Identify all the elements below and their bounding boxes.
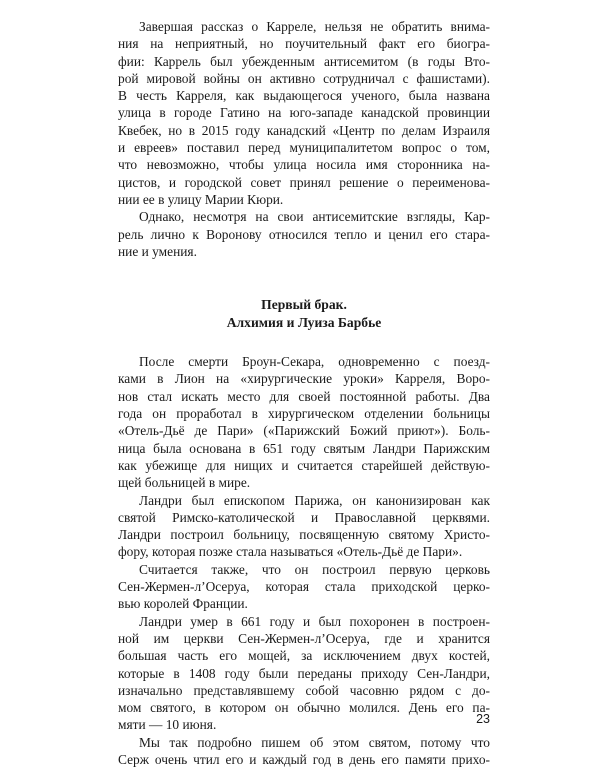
- text-line: мом святого, в котором он обычно молился. День его па-: [118, 700, 490, 716]
- text-line: ками в Лион на «хирургические уроки» Карреля, Воро-: [118, 371, 490, 387]
- text-line: фии: Каррель был убежденным антисемитом (в годы Вто-: [118, 53, 490, 69]
- paragraph: [118, 353, 490, 491]
- text-line: вью королей Франции.: [118, 596, 248, 612]
- text-line: которые в 1408 году были переданы приходу Сен-Ландри,: [118, 665, 490, 681]
- text-line: Ландри умер в 661 году и был похоронен в построен-: [139, 613, 490, 629]
- text-line: цистов, и городской совет принял решение о переименова-: [118, 174, 490, 190]
- text-line: ница была основана в 651 году святым Ландри Парижским: [118, 440, 490, 456]
- text-line: Считается также, что он построил первую церковь: [139, 561, 490, 577]
- paragraph: [118, 613, 490, 734]
- book-page: [118, 18, 490, 768]
- text-line: рель лично к Воронову относился тепло и ценил его стара-: [118, 226, 490, 242]
- paragraph: [118, 492, 490, 561]
- text-line: Однако, несмотря на свои антисемитские взгляды, Кар-: [139, 209, 490, 225]
- paragraph: [118, 561, 490, 613]
- text-line: ной им церкви Сен-Жермен-л’Осеруа, где и хранится: [118, 630, 490, 646]
- text-line: святой Римско-католической и Православной церквями.: [118, 509, 490, 525]
- text-line: что невозможно, чтобы улица носила имя сторонника на-: [118, 157, 490, 173]
- text-line: После смерти Броун-Секара, одновременно с поезд-: [139, 354, 490, 370]
- text-line: мяти — 10 июня.: [118, 717, 217, 733]
- text-block-bottom: [118, 353, 490, 768]
- text-line: ния на неприятный, но поучительный факт его биогра-: [118, 36, 490, 52]
- text-line: Сен-Жермен-л’Осеруа, которая стала приходской церко-: [118, 579, 490, 595]
- text-line: как убежище для нищих и считается старейшей действую-: [118, 457, 490, 473]
- text-line: Ландри построил больницу, посвященную святому Христо-: [118, 527, 490, 543]
- text-line: рой мировой войны он активно сотрудничал с фашистами).: [118, 70, 490, 86]
- text-line: Мы так подробно пишем об этом святом, потому что: [139, 734, 490, 750]
- text-line: нии ее в улицу Марии Кюри.: [118, 191, 284, 207]
- text-line: изначально представлявшему собой часовню рядом с до-: [118, 682, 490, 698]
- text-line: ние и умения.: [118, 243, 197, 259]
- section-heading-line1: Первый брак.: [261, 297, 347, 313]
- paragraph: [118, 208, 490, 260]
- text-line: года он проработал в хирургическом отделении больницы: [118, 406, 490, 422]
- section-heading: [118, 296, 490, 331]
- paragraph: [118, 734, 490, 768]
- text-line: В честь Карреля, как выдающегося ученого, была названа: [118, 88, 490, 104]
- page-number: 23: [476, 712, 490, 726]
- section-heading-line2: Алхимия и Луиза Барбье: [226, 314, 382, 330]
- text-block-top: [118, 18, 490, 260]
- text-line: Ландри был епископом Парижа, он канонизирован как: [139, 492, 490, 508]
- paragraph: [118, 18, 490, 208]
- text-line: нов стал искать место для своей постоянной работы. Два: [118, 388, 490, 404]
- text-line: и евреев» поставил перед муниципалитетом вопрос о том,: [118, 140, 490, 156]
- text-line: фору, которая позже стала называться «Отель-Дьё де Пари».: [118, 544, 463, 560]
- text-line: Квебек, но в 2015 году канадский «Центр по делам Израиля: [118, 122, 490, 138]
- text-line: Завершая рассказ о Карреле, нельзя не обратить внима-: [139, 19, 490, 34]
- text-line: улица в городе Гатино на юго-западе канадской провинции: [118, 105, 490, 121]
- text-line: «Отель-Дьё де Пари» («Парижский Божий приют»). Боль-: [118, 423, 490, 439]
- text-line: Серж очень чтил его и каждый год в день его памяти прихо-: [118, 751, 490, 767]
- text-line: щей больницей в мире.: [118, 475, 251, 491]
- text-line: большая часть его мощей, за исключением двух костей,: [118, 648, 490, 664]
